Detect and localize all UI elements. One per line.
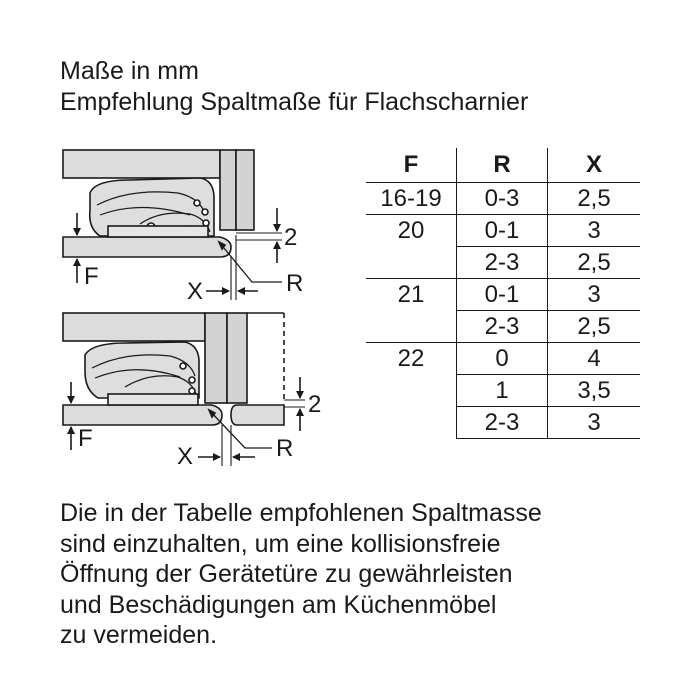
- cell-r: 1: [457, 375, 548, 407]
- table-row: [366, 183, 640, 215]
- note-line: zu vermeiden.: [60, 621, 218, 649]
- header-r: R: [457, 148, 548, 183]
- note-line: und Beschädigungen am Küchenmöbel: [60, 590, 497, 619]
- note-line: Die in der Tabelle empfohlenen Spaltmasse: [60, 499, 542, 527]
- cabinet-top-panel: [63, 313, 205, 341]
- cell-r: 2-3: [457, 247, 548, 279]
- r-label-bottom: R: [276, 435, 294, 462]
- cell-r: 2-3: [457, 407, 548, 439]
- gap-dimension-table: [366, 148, 640, 439]
- cell-r: 0: [457, 343, 548, 375]
- cell-r: 0-1: [457, 279, 548, 311]
- table-row: [366, 215, 640, 247]
- x-label-bottom: X: [177, 443, 194, 470]
- x-label-top: X: [187, 278, 204, 305]
- header-x: X: [585, 151, 602, 178]
- appliance-door: [236, 150, 254, 230]
- instruction-note: [60, 498, 542, 651]
- appliance-door: [227, 313, 247, 403]
- cell-x: 4: [548, 343, 641, 375]
- cell-x: 3: [548, 407, 641, 439]
- cell-x: 3,5: [548, 375, 641, 407]
- cabinet-bottom-panel: [63, 237, 231, 257]
- cell-r: 2-3: [457, 311, 548, 343]
- r-label-top: R: [286, 270, 304, 297]
- table-header-row: [366, 148, 640, 183]
- cell-r: 0-1: [457, 215, 548, 247]
- cabinet-bottom-panel: [63, 405, 222, 425]
- units-heading: Maße in mm: [60, 57, 199, 85]
- cell-f: 21: [366, 279, 457, 343]
- cell-f: 16-19: [366, 183, 457, 215]
- f-label-top: F: [84, 263, 99, 290]
- cell-f: 22: [366, 343, 457, 439]
- cabinet-side-wall: [205, 313, 227, 403]
- cell-x: 2,5: [548, 311, 641, 343]
- cabinet-side-wall: [220, 150, 236, 230]
- cell-x: 3: [548, 215, 641, 247]
- cell-x: 3: [548, 279, 641, 311]
- table-row: [366, 343, 640, 375]
- diagram-title: Empfehlung Spaltmaße für Flachscharnier: [60, 88, 529, 116]
- gap-label-bottom: 2: [308, 391, 322, 418]
- cell-x: 2,5: [548, 247, 641, 279]
- cell-f: 20: [366, 215, 457, 279]
- appliance-bottom-panel: [231, 405, 284, 425]
- f-label-bottom: F: [78, 425, 93, 452]
- cell-r: 0-3: [457, 183, 548, 215]
- table-row: [366, 279, 640, 311]
- note-line: sind einzuhalten, um eine kollisionsfreie: [60, 529, 501, 558]
- gap-label-top: 2: [284, 224, 298, 251]
- cabinet-top-panel: [63, 150, 220, 178]
- note-line: Öffnung der Gerätetüre zu gewährleisten: [60, 560, 513, 588]
- header-f: F: [366, 148, 457, 183]
- cell-x: 2,5: [548, 183, 641, 215]
